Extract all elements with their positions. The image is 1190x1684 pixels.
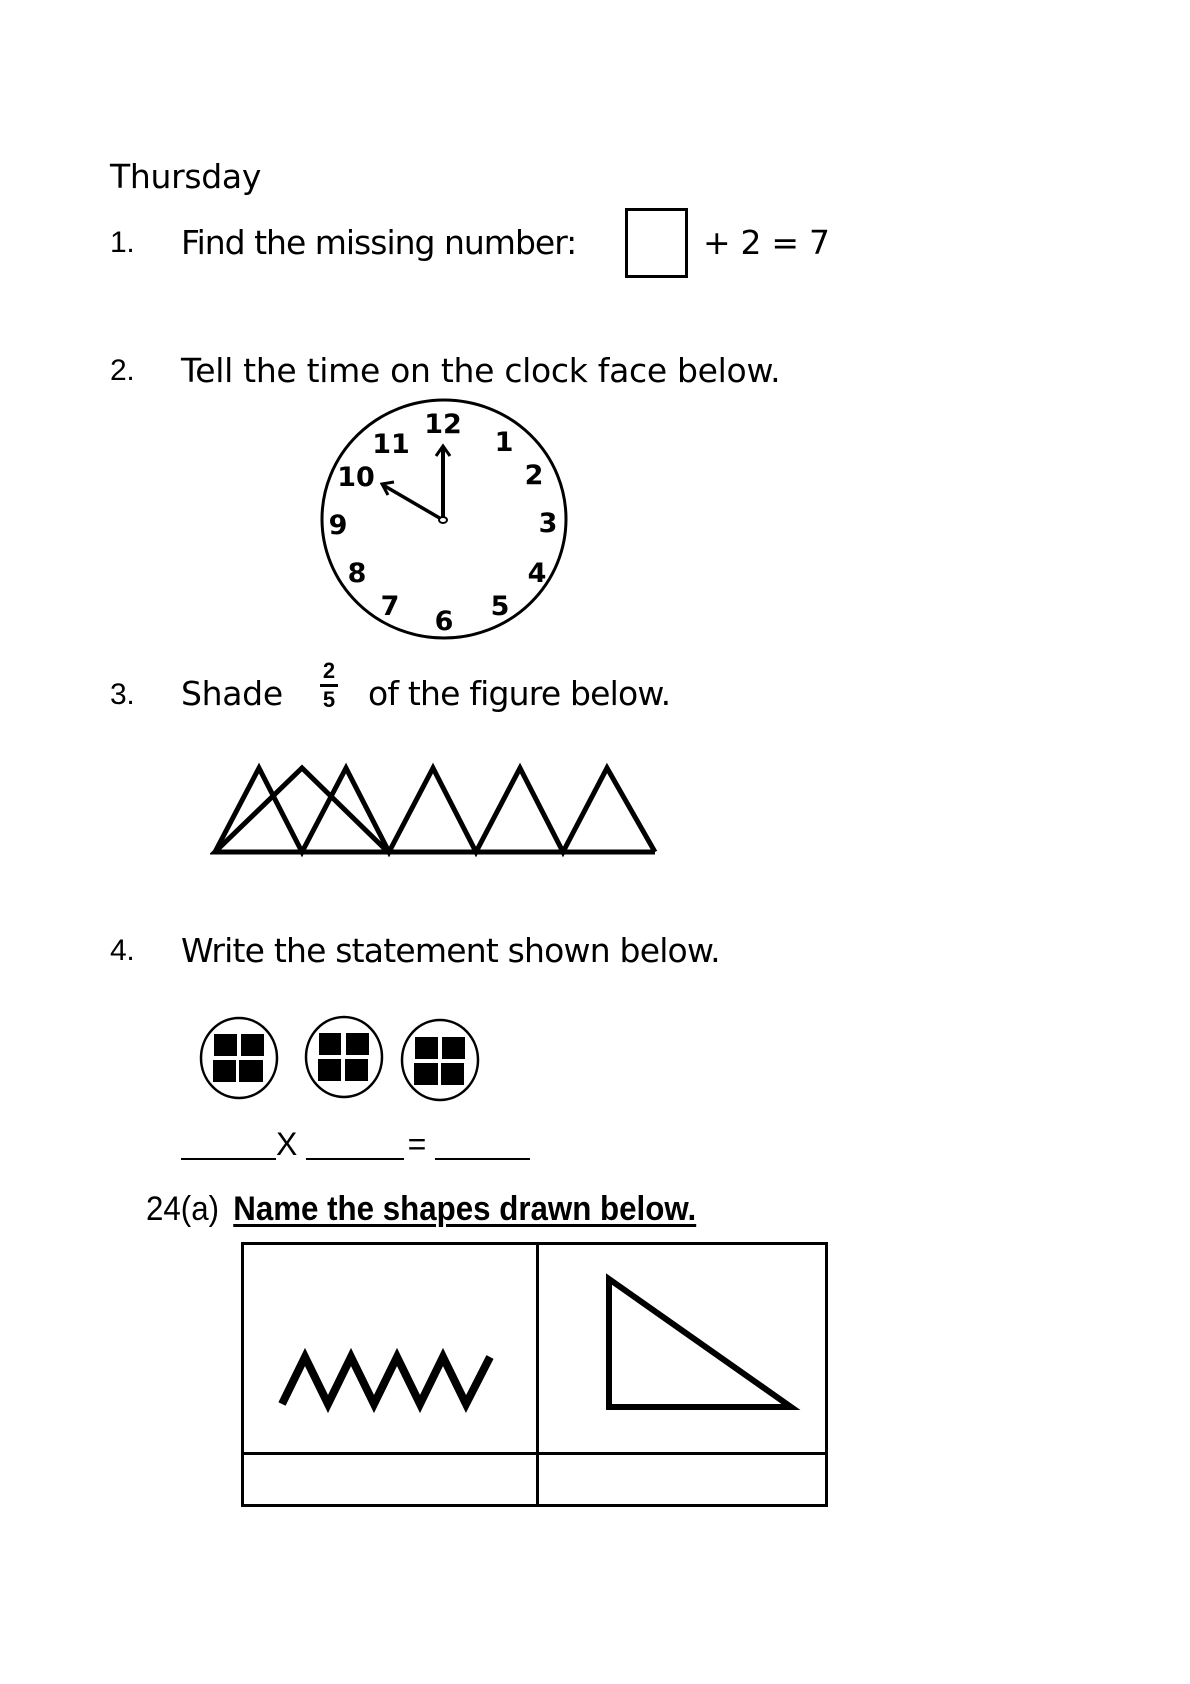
- clock-numeral-5: 5: [490, 591, 510, 622]
- shapes-row: [243, 1244, 827, 1454]
- fraction-denominator: 5: [322, 687, 336, 712]
- triangles-figure[interactable]: [210, 760, 660, 858]
- blank-per-group[interactable]: [306, 1130, 404, 1160]
- clock-numeral-11: 11: [372, 429, 410, 460]
- clock-numeral-2: 2: [524, 460, 544, 491]
- multiplication-statement: [181, 1128, 530, 1160]
- section-24a-label: 24(a): [146, 1190, 220, 1228]
- question-1-equation: + 2 = 7: [703, 223, 830, 262]
- right-triangle-shape: [539, 1247, 825, 1451]
- question-3-text-before: Shade: [181, 674, 283, 713]
- equals-sign: =: [407, 1126, 427, 1162]
- clock-numeral-6: 6: [434, 606, 454, 637]
- question-3-number: 3.: [110, 678, 135, 711]
- clock-numeral-12: 12: [424, 409, 462, 440]
- clock-numeral-4: 4: [527, 558, 547, 589]
- groups-figure: [196, 1012, 496, 1104]
- answer-cell-zigzag[interactable]: [243, 1454, 538, 1506]
- group-circle-3: [402, 1020, 478, 1100]
- question-1-number: 1.: [110, 226, 135, 259]
- shapes-table: [241, 1242, 828, 1507]
- answers-row: [243, 1454, 827, 1506]
- times-sign: X: [276, 1126, 298, 1162]
- question-1-text: Find the missing number:: [181, 223, 577, 262]
- blank-product[interactable]: [435, 1130, 530, 1160]
- triangle-1: [215, 768, 388, 852]
- question-3-text-after: of the figure below.: [368, 674, 671, 713]
- question-4-number: 4.: [110, 934, 135, 967]
- clock-numeral-8: 8: [347, 558, 367, 589]
- hour-hand: [383, 485, 443, 520]
- group-circle-2: [306, 1017, 382, 1097]
- day-heading: Thursday: [110, 157, 262, 196]
- section-24a-instruction: Name the shapes drawn below.: [233, 1190, 697, 1228]
- clock-numeral-7: 7: [380, 591, 400, 622]
- clock-numeral-10: 10: [337, 462, 375, 493]
- fraction-two-fifths: [320, 660, 338, 711]
- question-2-text: Tell the time on the clock face below.: [181, 351, 781, 390]
- fraction-numerator: 2: [322, 658, 336, 683]
- shape-cell-zigzag: [243, 1244, 538, 1454]
- section-24a-heading: [146, 1190, 696, 1229]
- zigzag-line-shape: [244, 1247, 534, 1451]
- clock-numeral-1: 1: [494, 427, 514, 458]
- clock-face: [318, 396, 572, 642]
- missing-number-box[interactable]: [625, 208, 688, 278]
- shape-cell-triangle: [538, 1244, 827, 1454]
- answer-cell-triangle[interactable]: [538, 1454, 827, 1506]
- group-circle-1: [201, 1018, 277, 1098]
- question-4-text: Write the statement shown below.: [181, 931, 720, 970]
- clock-numeral-3: 3: [538, 508, 558, 539]
- clock-numeral-9: 9: [328, 510, 348, 541]
- question-2-number: 2.: [110, 354, 135, 387]
- blank-groups[interactable]: [181, 1130, 276, 1160]
